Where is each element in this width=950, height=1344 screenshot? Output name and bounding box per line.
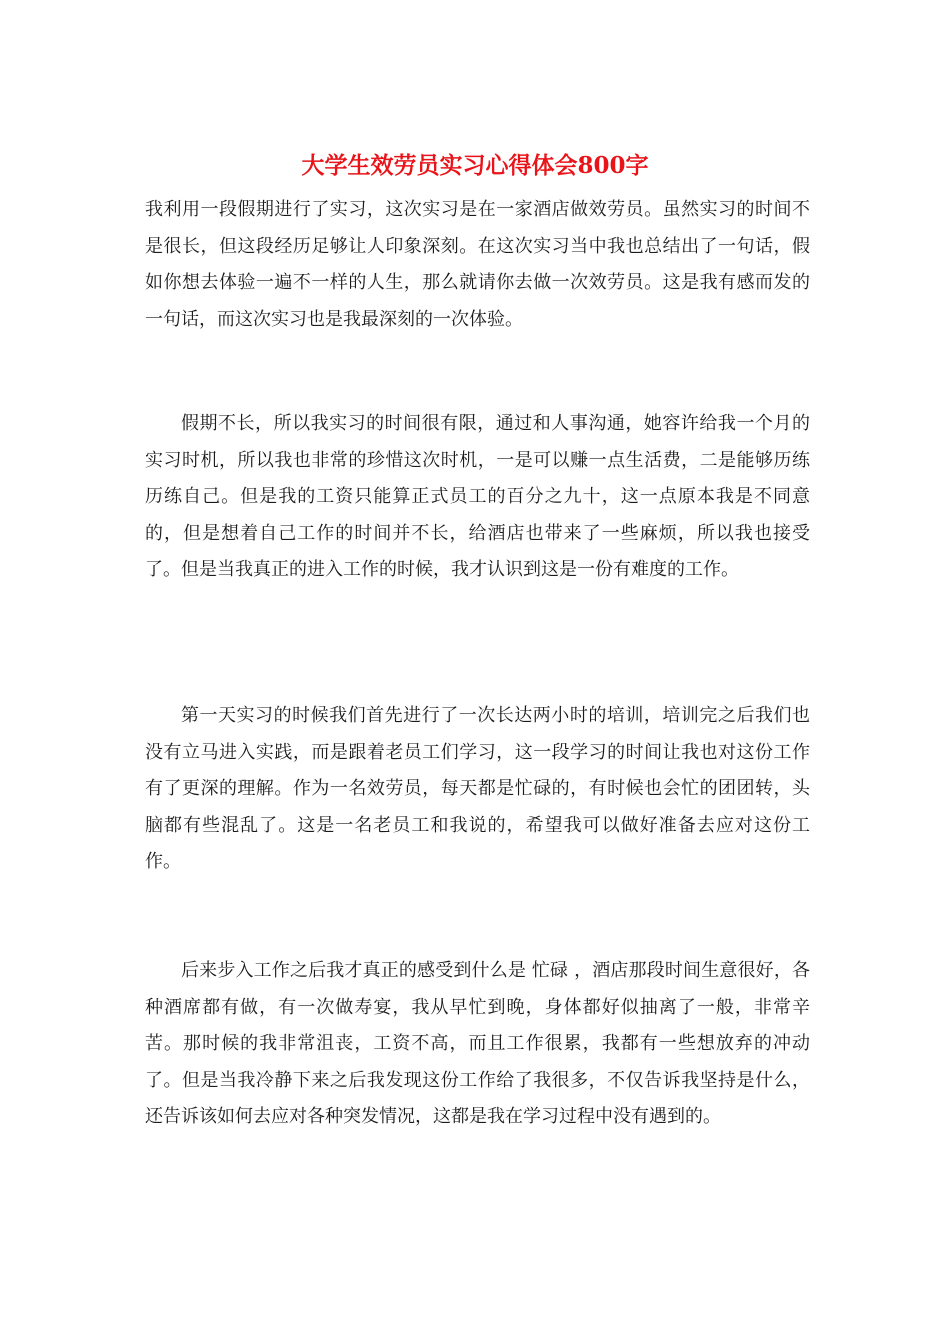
document-title: 大学生效劳员实习心得体会800字: [301, 152, 649, 179]
paragraph-3: 第一天实习的时候我们首先进行了一次长达两小时的培训，培训完之后我们也没有立马进入实践，而是跟着老员工们学习，这一段学习的时间让我也对这份工作有了更深的理解。作为一名效劳员，每天都是忙碌的，有时候也会忙的团团转，头脑都有些混乱了。这是一名老员工和我说的，希望我可以做好准备去应对这份工作。: [145, 705, 810, 872]
paragraph-1: 我利用一段假期进行了实习，这次实习是在一家酒店做效劳员。虽然实习的时间不是很长，但这段经历足够让人印象深刻。在这次实习当中我也总结出了一句话，假如你想去体验一遍不一样的人生，那么就请你去做一次效劳员。这是我有感而发的一句话，而这次实习也是我最深刻的一次体验。: [145, 199, 810, 330]
paragraph-4: 后来步入工作之后我才真正的感受到什么是 忙碌 ，酒店那段时间生意很好，各种酒席都有做，有一次做寿宴，我从早忙到晚，身体都好似抽离了一般，非常辛苦。那时候的我非常沮丧，工资不高，而且工作很累，我都有一些想放弃的冲动了。但是当我冷静下来之后我发现这份工作给了我很多，不仅告诉我坚持是什么，还告诉该如何去应对各种突发情况，这都是我在学习过程中没有遇到的。: [145, 960, 810, 1127]
paragraph-2: 假期不长，所以我实习的时间很有限，通过和人事沟通，她容许给我一个月的实习时机，所以我也非常的珍惜这次时机，一是可以赚一点生活费，二是能够历练历练自己。但是我的工资只能算正式员工的百分之九十，这一点原本我是不同意的，但是想着自己工作的时间并不长，给酒店也带来了一些麻烦，所以我也接受了。但是当我真正的进入工作的时候，我才认识到这是一份有难度的工作。: [145, 413, 810, 580]
